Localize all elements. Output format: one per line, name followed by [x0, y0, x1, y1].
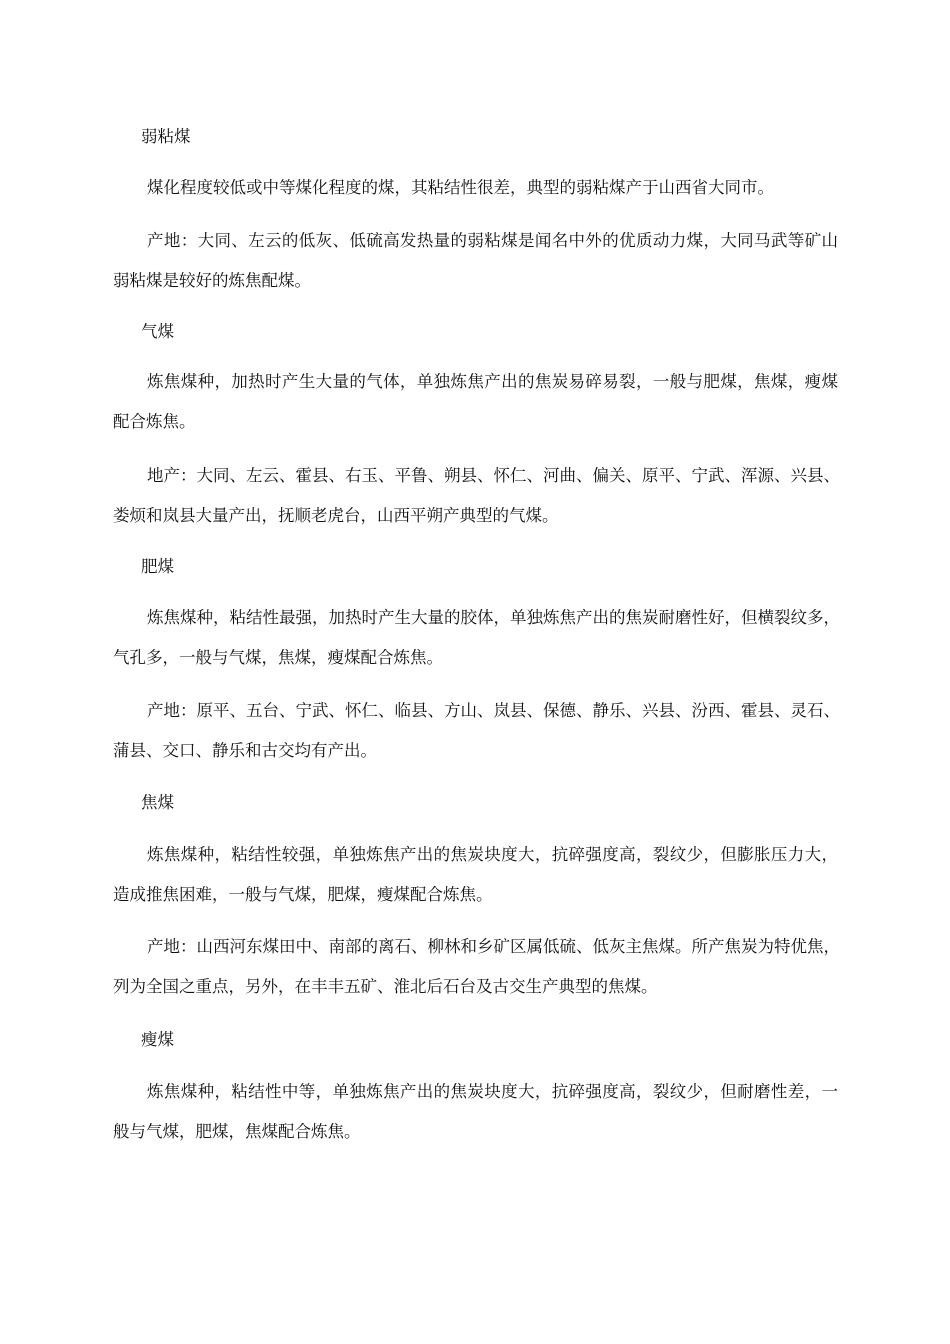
- section-heading: 弱粘煤: [141, 127, 191, 146]
- paragraph-line: 产地：大同、左云的低灰、低硫高发热量的弱粘煤是闻名中外的优质动力煤，大同马武等矿山: [147, 231, 838, 250]
- section-heading: 瘦煤: [141, 1030, 174, 1049]
- paragraph: [113, 456, 838, 536]
- section-heading: 肥煤: [141, 557, 174, 576]
- paragraph-line: 炼焦煤种，粘结性最强，加热时产生大量的胶体，单独炼焦产出的焦炭耐磨性好，但横裂纹多，: [147, 608, 840, 627]
- paragraph-line: 配合炼焦。: [113, 412, 196, 431]
- paragraph: [113, 835, 838, 915]
- paragraph-line: 蒲县、交口、静乐和古交均有产出。: [113, 741, 377, 760]
- paragraph-line: 娄烦和岚县大量产出，抚顺老虎台，山西平朔产典型的气煤。: [113, 506, 559, 525]
- paragraph: [113, 362, 838, 442]
- paragraph-line: 炼焦煤种，粘结性较强，单独炼焦产出的焦炭块度大，抗碎强度高，裂纹少，但膨胀压力大，: [147, 845, 838, 864]
- paragraph-line: 产地：原平、五台、宁武、怀仁、临县、方山、岚县、保德、静乐、兴县、汾西、霍县、灵石、: [147, 701, 840, 720]
- paragraph-line: 地产：大同、左云、霍县、右玉、平鲁、朔县、怀仁、河曲、偏关、原平、宁武、浑源、兴县、: [147, 466, 840, 485]
- paragraph-line: 般与气煤，肥煤，焦煤配合炼焦。: [113, 1122, 361, 1141]
- paragraph-line: 炼焦煤种，粘结性中等，单独炼焦产出的焦炭块度大，抗碎强度高，裂纹少，但耐磨性差，一: [147, 1082, 838, 1101]
- paragraph-line: 气孔多，一般与气煤，焦煤，瘦煤配合炼焦。: [113, 648, 443, 667]
- paragraph: [113, 1072, 838, 1152]
- paragraph: [113, 691, 838, 771]
- paragraph: [113, 221, 838, 301]
- paragraph: [113, 927, 838, 1007]
- paragraph-line: 列为全国之重点，另外，在丰丰五矿、淮北后石台及古交生产典型的焦煤。: [113, 977, 658, 996]
- paragraph: [113, 168, 838, 208]
- paragraph: [113, 598, 838, 678]
- section-heading: 气煤: [141, 322, 174, 341]
- paragraph-line: 煤化程度较低或中等煤化程度的煤，其粘结性很差，典型的弱粘煤产于山西省大同市。: [147, 178, 774, 197]
- paragraph-line: 产地：山西河东煤田中、南部的离石、柳林和乡矿区属低硫、低灰主焦煤。所产焦炭为特优焦，: [147, 937, 840, 956]
- paragraph-line: 炼焦煤种，加热时产生大量的气体，单独炼焦产出的焦炭易碎易裂，一般与肥煤，焦煤，瘦煤: [147, 372, 838, 391]
- paragraph-line: 造成推焦困难，一般与气煤，肥煤，瘦煤配合炼焦。: [113, 885, 493, 904]
- section-heading: 焦煤: [141, 793, 174, 812]
- paragraph-line: 弱粘煤是较好的炼焦配煤。: [113, 271, 311, 290]
